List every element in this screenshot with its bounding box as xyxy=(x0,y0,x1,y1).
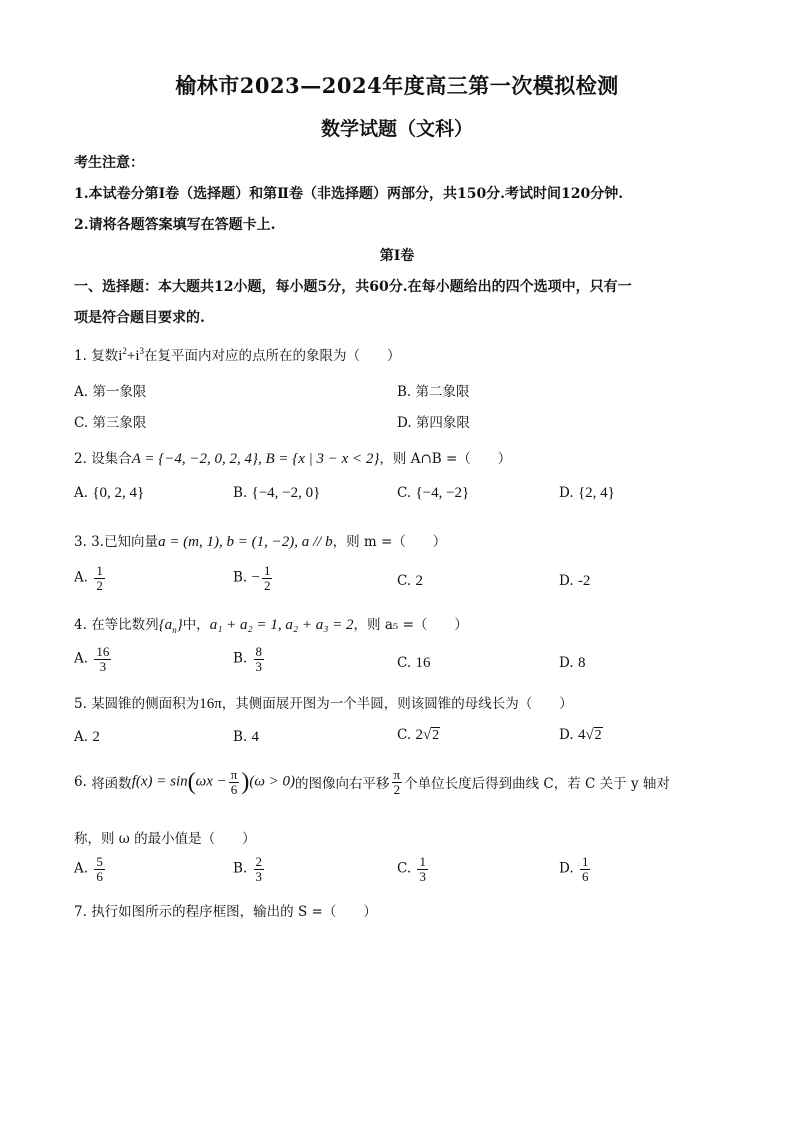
question-number: 1. xyxy=(74,348,87,364)
question-text: 的图像向右平移 xyxy=(295,776,390,793)
option-d[interactable]: D. $\frac{1}{6}$ xyxy=(559,854,589,884)
question-2 xyxy=(74,447,511,468)
option-d[interactable]: D. 第四象限 xyxy=(397,415,470,431)
question-text: 在复平面内对应的点所在的象限为（ ） xyxy=(144,348,401,364)
option-c[interactable]: C. 2 xyxy=(397,573,423,589)
question-6-line2: 称，则 ω 的最小值是（ ） xyxy=(74,831,256,847)
question-4 xyxy=(74,613,468,635)
question-number: 5. xyxy=(74,696,87,712)
notice-item-2: 2.请将各题答案填写在答题卡上. xyxy=(74,217,276,233)
question-number: 4. xyxy=(74,617,87,633)
notice-item-1: 1.本试卷分第Ⅰ卷（选择题）和第Ⅱ卷（非选择题）两部分，共150分.考试时间120分钟. xyxy=(74,186,624,202)
option-a[interactable]: A. 2 xyxy=(74,729,100,745)
math-expression: $i^2+i^3$ xyxy=(118,346,144,364)
math-expression: f(x) = sin xyxy=(131,773,188,790)
page-subtitle: 数学试题（文科） xyxy=(320,118,473,140)
option-b[interactable]: B. $\frac{8}{3}$ xyxy=(233,644,263,674)
page-title: 榆林市2023—2024年度高三第一次模拟检测 xyxy=(175,73,619,98)
question-text: 将函数 xyxy=(91,776,132,793)
option-b[interactable]: B. − $\frac{1}{2}$ xyxy=(233,563,271,593)
math-expression: a = (m, 1), b = (1, −2), a // b xyxy=(158,534,333,550)
notice-label: 考生注意： xyxy=(74,155,144,171)
option-c[interactable]: C. 2√2 xyxy=(397,727,440,743)
option-c[interactable]: C. {−4, −2} xyxy=(397,485,470,501)
option-b[interactable]: B. 第二象限 xyxy=(397,384,470,400)
question-6: 6. 将函数f(x) = sin(ωx − $\frac{\pi}{6}$ )(ω > 0)的图像向右平移 $\frac{\pi}{2}$ 个单位长度后得到曲线 C，若 C 关于 y 轴对 xyxy=(74,767,670,797)
option-a[interactable]: A. $\frac{1}{2}$ xyxy=(74,563,103,593)
question-text: 中， xyxy=(182,617,210,633)
question-number: 3. 3. xyxy=(74,534,105,550)
math-expression: a₁ + a₂ = 1, a₂ + a₃ = 2 xyxy=(209,617,354,633)
option-b[interactable]: B. {−4, −2, 0} xyxy=(233,485,321,501)
question-text: ，则 A∩B =（ ） xyxy=(379,451,512,467)
question-3 xyxy=(74,530,446,551)
option-a[interactable]: A. $\frac{5}{6}$ xyxy=(74,854,103,884)
option-a[interactable]: A. 第一象限 xyxy=(74,384,147,400)
option-a[interactable]: A. $\frac{16}{3}$ xyxy=(74,644,110,674)
section-intro-line1: 一、选择题：本大题共12小题，每小题5分，共60分.在每小题给出的四个选项中，只有一 xyxy=(74,279,632,295)
math-expression: 16π xyxy=(199,696,222,712)
question-number: 6. xyxy=(74,774,87,791)
math-expression: , B = {x | 3 − x < 2} xyxy=(257,451,380,467)
question-text: ，则 a₅ =（ ） xyxy=(353,617,468,633)
question-text: ，则 m =（ ） xyxy=(332,534,447,550)
option-d[interactable]: D. 4√2 xyxy=(559,727,602,743)
option-c[interactable]: C. 16 xyxy=(397,655,431,671)
question-1 xyxy=(74,344,401,365)
option-d[interactable]: D. -2 xyxy=(559,573,591,589)
question-text: 在等比数列 xyxy=(91,617,159,633)
question-7 xyxy=(74,900,377,920)
option-c[interactable]: C. $\frac{1}{3}$ xyxy=(397,854,426,884)
question-text: 执行如图所示的程序框图，输出的 S =（ ） xyxy=(91,904,377,920)
question-5 xyxy=(74,692,573,713)
option-c[interactable]: C. 第三象限 xyxy=(74,415,147,431)
section-heading: 第Ⅰ卷 xyxy=(379,248,415,264)
math-expression: A = {−4, −2, 0, 2, 4} xyxy=(131,451,258,467)
question-number: 7. xyxy=(74,904,87,920)
option-d[interactable]: D. 8 xyxy=(559,655,586,671)
question-number: 2. xyxy=(74,451,87,467)
option-d[interactable]: D. {2, 4} xyxy=(559,485,615,501)
option-b[interactable]: B. 4 xyxy=(233,729,260,745)
question-text: 某圆锥的侧面积为 xyxy=(91,696,200,712)
question-text: 已知向量 xyxy=(104,534,159,550)
question-text: 设集合 xyxy=(91,451,132,467)
section-intro-line2: 项是符合题目要求的. xyxy=(74,310,205,326)
question-text: 个单位长度后得到曲线 C，若 C 关于 y 轴对 xyxy=(404,776,670,793)
question-text: ，其侧面展开图为一个半圆，则该圆锥的母线长为（ ） xyxy=(221,696,573,712)
math-expression: $\{a_n\}$ xyxy=(158,617,183,635)
question-text: 复数 xyxy=(91,348,119,364)
option-b[interactable]: B. $\frac{2}{3}$ xyxy=(233,854,263,884)
option-a[interactable]: A. {0, 2, 4} xyxy=(74,485,145,501)
